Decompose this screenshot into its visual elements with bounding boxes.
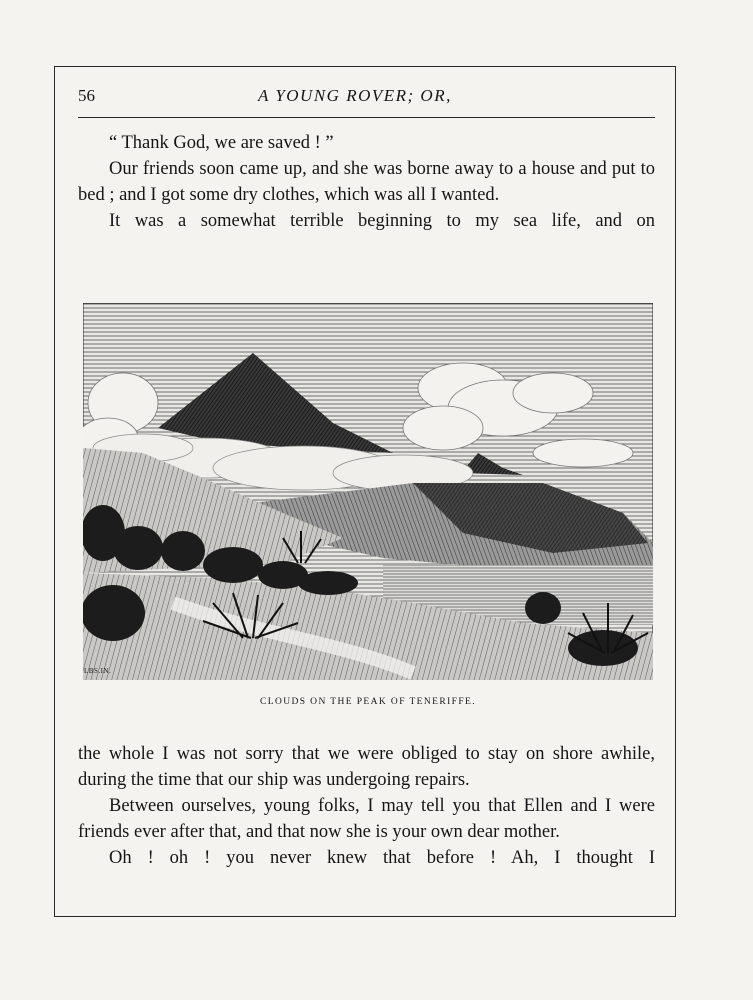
figure-caption: CLOUDS ON THE PEAK OF TENERIFFE. xyxy=(260,697,476,707)
engraving-illustration xyxy=(83,303,653,680)
paragraph: the whole I was not sorry that we were obliged to stay on shore awhile, during the time that our ship was undergoing repairs. xyxy=(78,744,655,790)
page-number: 56 xyxy=(78,86,95,105)
paragraph: Our friends soon came up, and she was borne away to a house and put to bed ; and I got some dry clothes, which was all I wanted. xyxy=(78,159,655,205)
paragraph: “ Thank God, we are saved ! ” xyxy=(109,133,334,153)
text-block-top xyxy=(78,130,655,234)
paragraph: Oh ! oh ! you never knew that before ! Ah, I thought I xyxy=(109,848,655,868)
header-rule xyxy=(78,117,655,118)
paragraph: Between ourselves, young folks, I may tell you that Ellen and I were friends ever after that, and that now she is your own dear mother. xyxy=(78,796,655,842)
text-block-bottom xyxy=(78,741,655,871)
engraver-signature: LBS.IN. xyxy=(84,667,112,675)
running-title: A YOUNG ROVER; OR, xyxy=(258,86,452,105)
page-header xyxy=(78,86,655,110)
paragraph: It was a somewhat terrible beginning to my sea life, and on xyxy=(109,211,655,231)
